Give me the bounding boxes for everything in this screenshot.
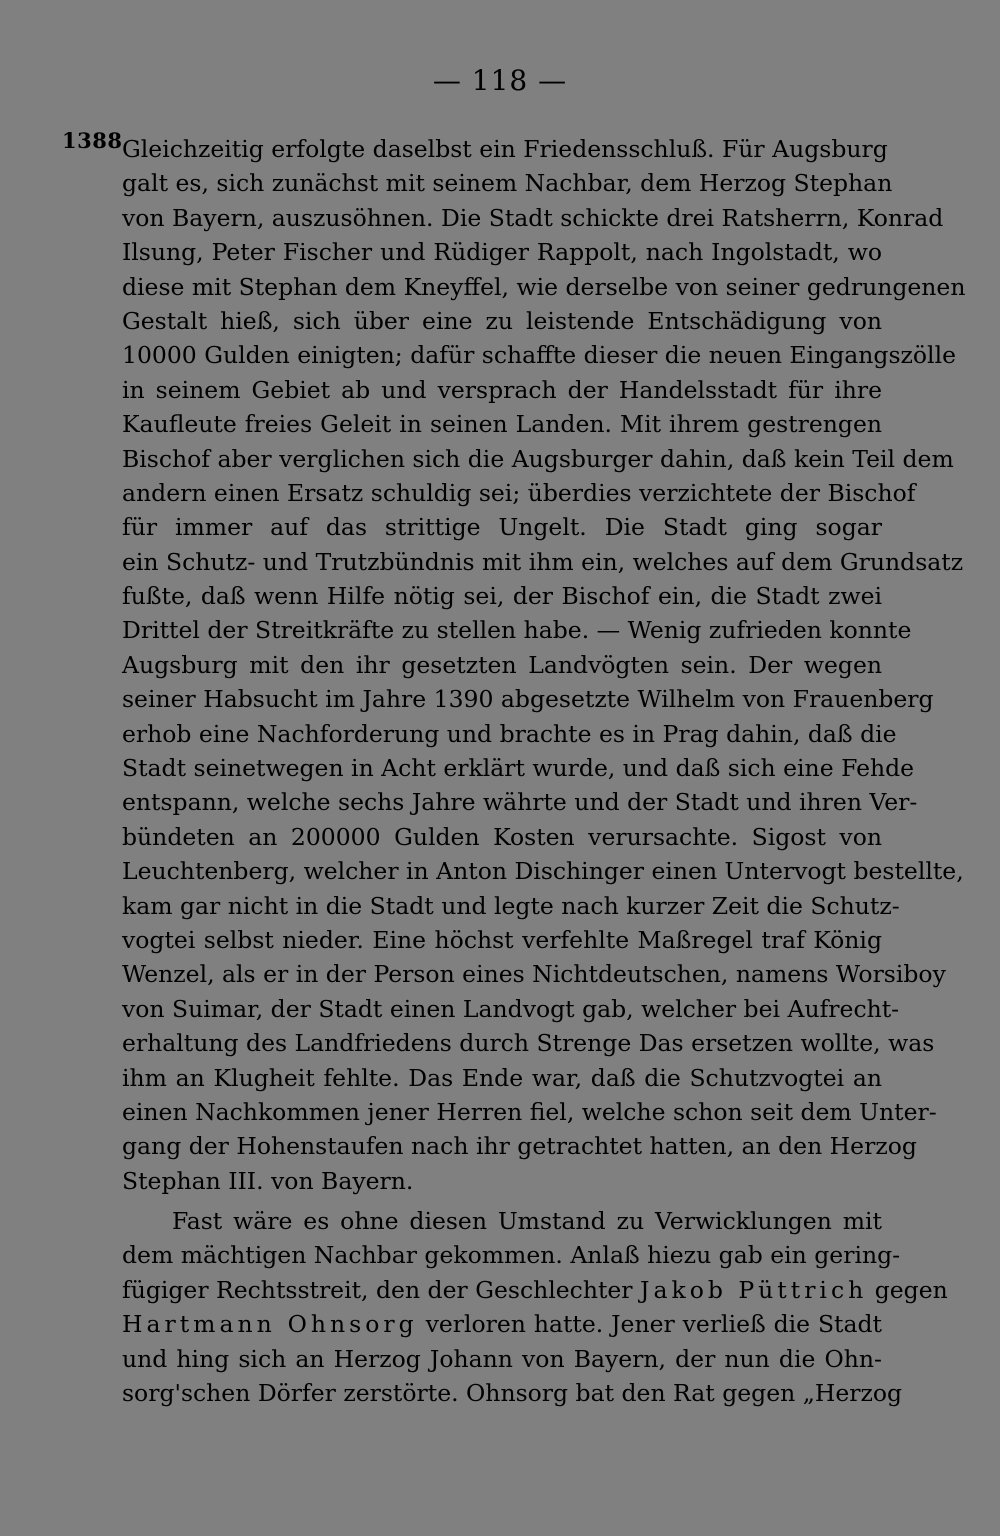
text-line: für immer auf das strittige Ungelt. Die Stadt ging sogar (122, 513, 882, 542)
text-line: und hing sich an Herzog Johann von Bayern, der nun die Ohn- (122, 1344, 882, 1373)
text-segment: verloren hatte. Jener verließ die Stadt (425, 1310, 882, 1339)
text-line: Stadt seinetwegen in Acht erklärt wurde, und daß sich eine Fehde (122, 754, 915, 783)
text-line: erhob eine Nachforderung und brachte es in Prag dahin, daß die (122, 719, 897, 748)
text-line: einen Nachkommen jener Herren fiel, welche schon seit dem Unter- (122, 1097, 937, 1126)
paragraph-2 (122, 1204, 948, 1410)
text-line: in seinem Gebiet ab und versprach der Handelsstadt für ihre (122, 375, 882, 404)
text-line: von Bayern, auszusöhnen. Die Stadt schickte drei Ratsherrn, Konrad (122, 203, 944, 232)
text-line: Ilsung, Peter Fischer und Rüdiger Rappolt, nach Ingolstadt, wo (122, 238, 882, 267)
text-line: ein Schutz- und Trutzbündnis mit ihm ein, welches auf dem Grundsatz (122, 547, 964, 576)
text-line: galt es, sich zunächst mit seinem Nachbar, dem Herzog Stephan (122, 169, 893, 198)
paragraph-1 (122, 132, 966, 1198)
margin-year-note: 1388 (62, 128, 123, 153)
text-line: Drittel der Streitkräfte zu stellen habe. — Wenig zufrieden konnte (122, 616, 912, 645)
text-line: Gestalt hieß, sich über eine zu leistende Entschädigung von (122, 306, 882, 335)
text-line: Augsburg mit den ihr gesetzten Landvögten sein. Der wegen (122, 650, 882, 679)
text-line: Gleichzeitig erfolgte daselbst ein Friedensschluß. Für Augsburg (122, 135, 888, 163)
person-name-hartmann-ohnsorg: Hartmann Ohnsorg (122, 1310, 418, 1339)
text-line: Stephan III. von Bayern. (122, 1166, 414, 1195)
text-line: erhaltung des Landfriedens durch Strenge Das ersetzen wollte, was (122, 1029, 935, 1058)
text-line: Leuchtenberg, welcher in Anton Dischinger einen Untervogt bestellte, (122, 857, 964, 886)
text-segment: fügiger Rechtsstreit, den der Geschlechter (122, 1275, 633, 1304)
text-line: von Suimar, der Stadt einen Landvogt gab, welcher bei Aufrecht- (122, 994, 900, 1023)
text-line: Wenzel, als er in der Person eines Nichtdeutschen, namens Worsiboy (122, 960, 946, 989)
text-line: dem mächtigen Nachbar gekommen. Anlaß hiezu gab ein gering- (122, 1241, 901, 1270)
text-line: sorg'schen Dörfer zerstörte. Ohnsorg bat den Rat gegen „Herzog (122, 1378, 903, 1407)
text-line: Bischof aber verglichen sich die Augsburger dahin, daß kein Teil dem (122, 444, 954, 473)
text-line: fußte, daß wenn Hilfe nötig sei, der Bischof ein, die Stadt zwei (122, 582, 882, 611)
text-line: kam gar nicht in die Stadt und legte nach kurzer Zeit die Schutz- (122, 891, 900, 920)
text-line: vogtei selbst nieder. Eine höchst verfehlte Maßregel traf König (122, 925, 882, 954)
text-line: entspann, welche sechs Jahre währte und der Stadt und ihren Ver- (122, 788, 918, 817)
text-segment: gegen (874, 1275, 948, 1304)
text-line: bündeten an 200000 Gulden Kosten verursachte. Sigost von (122, 822, 882, 851)
text-line: 10000 Gulden einigten; dafür schaffte dieser die neuen Eingangszölle (122, 341, 956, 370)
text-line: diese mit Stephan dem Kneyffel, wie derselbe von seiner gedrungenen (122, 272, 966, 301)
text-line: Kaufleute freies Geleit in seinen Landen. Mit ihrem gestrengen (122, 410, 882, 439)
text-line (122, 1273, 948, 1307)
text-line: andern einen Ersatz schuldig sei; überdies verzichtete der Bischof (122, 478, 916, 507)
person-name-jakob-puettrich: Jakob Püttrich (640, 1275, 868, 1304)
text-line: ihm an Klugheit fehlte. Das Ende war, daß die Schutzvogtei an (122, 1063, 882, 1092)
text-line (122, 1307, 882, 1341)
text-line: gang der Hohenstaufen nach ihr getrachtet hatten, an den Herzog (122, 1132, 917, 1161)
page-number: — 118 — (432, 64, 568, 97)
text-line: seiner Habsucht im Jahre 1390 abgesetzte Wilhelm von Frauenberg (122, 685, 934, 714)
text-line: Fast wäre es ohne diesen Umstand zu Verwicklungen mit (172, 1207, 882, 1235)
